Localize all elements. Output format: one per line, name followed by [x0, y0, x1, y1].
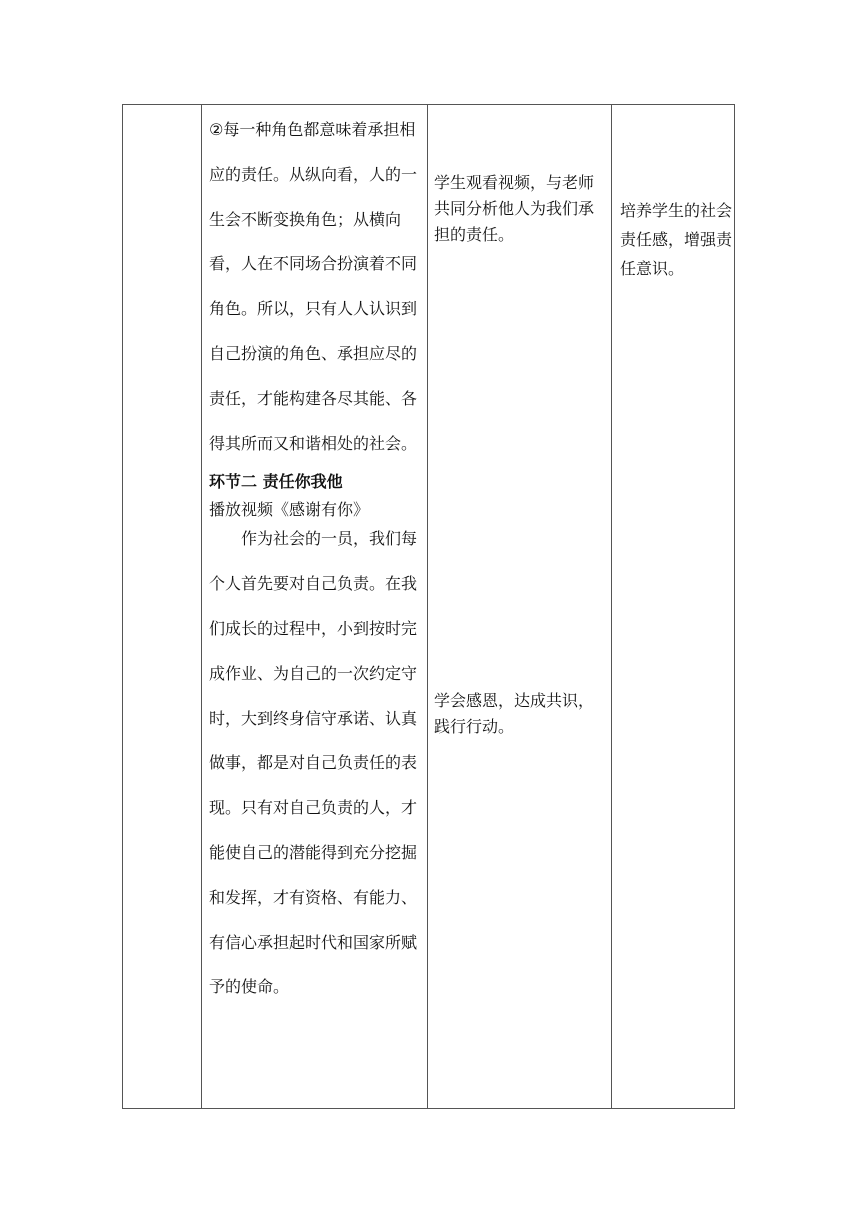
student-activity-2: 学会感恩，达成共识，践行行动。 [434, 691, 595, 736]
table-right-border [734, 104, 735, 1109]
role-responsibility-point: ②每一种角色都意味着承担相应的责任。从纵向看，人的一生会不断变换角色；从横向看，人在不同场合扮演着不同角色。所以，只有人人认识到自己扮演的角色、承担应尽的责任，才能构建各尽其能、各得其所而又和谐相处的社会。 [209, 120, 418, 453]
self-responsibility-paragraph: 作为社会的一员，我们每个人首先要对自己负责。在我们成长的过程中，小到按时完成作业、为自己的一次约定守时，大到终身信守承诺、认真做事，都是对自己负责任的表现。只有对自己负责的人，才能使自己的潜能得到充分挖掘和发挥，才有资格、有能力、有信心承担起时代和国家所赋予的使命。 [209, 529, 418, 997]
table-bottom-border [122, 1108, 734, 1109]
student-activity-1: 学生观看视频，与老师共同分析他人为我们承担的责任。 [434, 173, 595, 244]
section-heading: 环节二 责任你我他 [209, 472, 343, 492]
design-intent-1: 培养学生的社会责任感，增强责任意识。 [620, 201, 733, 278]
column-divider-2 [427, 104, 428, 1109]
table-top-border [122, 104, 734, 105]
video-title-line: 播放视频《感谢有你》 [209, 500, 370, 520]
column-divider-3 [611, 104, 612, 1109]
column-divider-1 [201, 104, 202, 1109]
teaching-process-cell [209, 108, 421, 1010]
stage-cell-empty [123, 105, 201, 1108]
